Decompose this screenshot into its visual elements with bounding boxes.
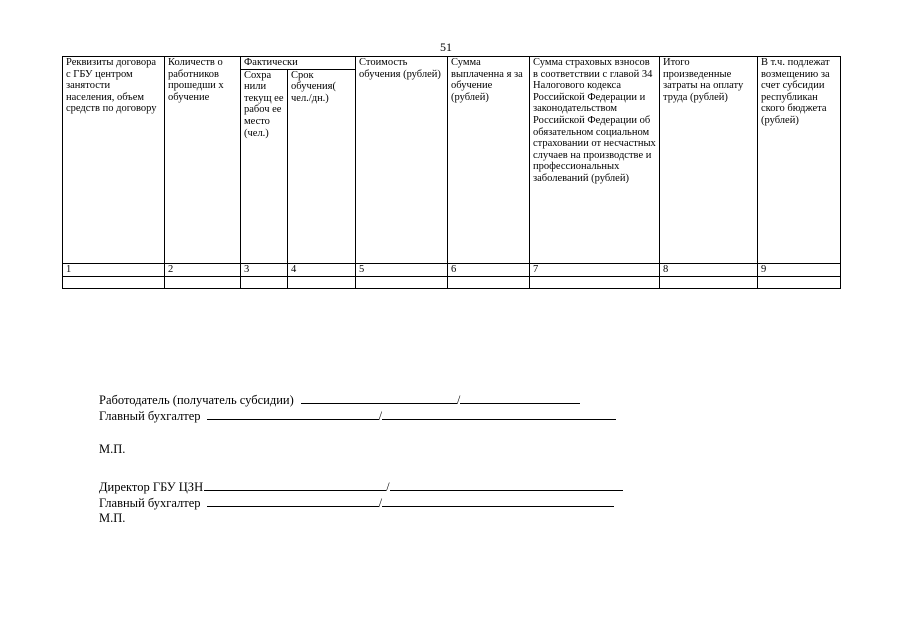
signature-blank [301, 392, 457, 404]
blank-data-row [63, 277, 841, 289]
director-signature-line [99, 479, 623, 495]
header-jobs-retained: Сохра нили текущ ее рабоч ее место (чел.) [241, 69, 288, 263]
name-blank [382, 408, 616, 420]
name-blank [460, 392, 580, 404]
column-number: 4 [288, 264, 356, 277]
chief-accountant-signature-line-2 [99, 495, 614, 511]
header-reimbursable-subsidy: В т.ч. подлежат возмещению за счет субсидии республикан ского бюджета (рублей) [758, 57, 841, 264]
page-number: 51 [440, 40, 452, 54]
table-cell [288, 277, 356, 289]
header-insurance-contributions: Сумма страховых взносов в соответствии с главой 34 Налогового кодекса Российской Федерации и законодательством Российской Федерации об обязательном социальном страховании от несчастных случаев на производстве и профессиональных заболеваний (рублей) [530, 57, 660, 264]
table-cell [530, 277, 660, 289]
name-blank [390, 479, 623, 491]
header-training-cost: Стоимость обучения (рублей) [356, 57, 448, 264]
table-cell [448, 277, 530, 289]
table-cell [63, 277, 165, 289]
column-number: 3 [241, 264, 288, 277]
column-number: 5 [356, 264, 448, 277]
employer-signature-line [99, 392, 580, 408]
report-table [62, 56, 841, 289]
header-actual-group: Фактически [241, 57, 356, 70]
signature-blank [207, 408, 379, 420]
column-number: 8 [660, 264, 758, 277]
employer-label: Работодатель (получатель субсидии) [99, 393, 294, 407]
chief-accountant-label: Главный бухгалтер [99, 409, 201, 423]
column-number: 2 [165, 264, 241, 277]
header-row-1 [63, 57, 841, 70]
table-cell [758, 277, 841, 289]
header-amount-paid: Сумма выплаченна я за обучение (рублей) [448, 57, 530, 264]
header-contract-details: Реквизиты договора с ГБУ центром занятости населения, объем средств по договору [63, 57, 165, 264]
column-number: 1 [63, 264, 165, 277]
signature-blank [204, 479, 386, 491]
table-cell [356, 277, 448, 289]
director-label: Директор ГБУ ЦЗН [99, 480, 204, 494]
slash-separator: / [378, 409, 383, 423]
column-number-row [63, 264, 841, 277]
stamp-label-1: М.П. [99, 442, 126, 456]
chief-accountant-signature-line-1 [99, 408, 616, 424]
chief-accountant-label: Главный бухгалтер [99, 496, 201, 510]
header-total-labor-costs: Итого произведенные затраты на оплату труда (рублей) [660, 57, 758, 264]
table-cell [165, 277, 241, 289]
slash-separator: / [378, 496, 383, 510]
slash-separator: / [386, 480, 390, 494]
column-number: 7 [530, 264, 660, 277]
column-number: 9 [758, 264, 841, 277]
column-number: 6 [448, 264, 530, 277]
header-trained-count: Количеств о работников прошедши х обучение [165, 57, 241, 264]
slash-separator: / [456, 393, 461, 407]
stamp-label-2: М.П. [99, 511, 126, 525]
table-cell [660, 277, 758, 289]
signature-blank [207, 495, 379, 507]
header-training-period: Срок обучения( чел./дн.) [288, 69, 356, 263]
table-cell [241, 277, 288, 289]
name-blank [382, 495, 614, 507]
